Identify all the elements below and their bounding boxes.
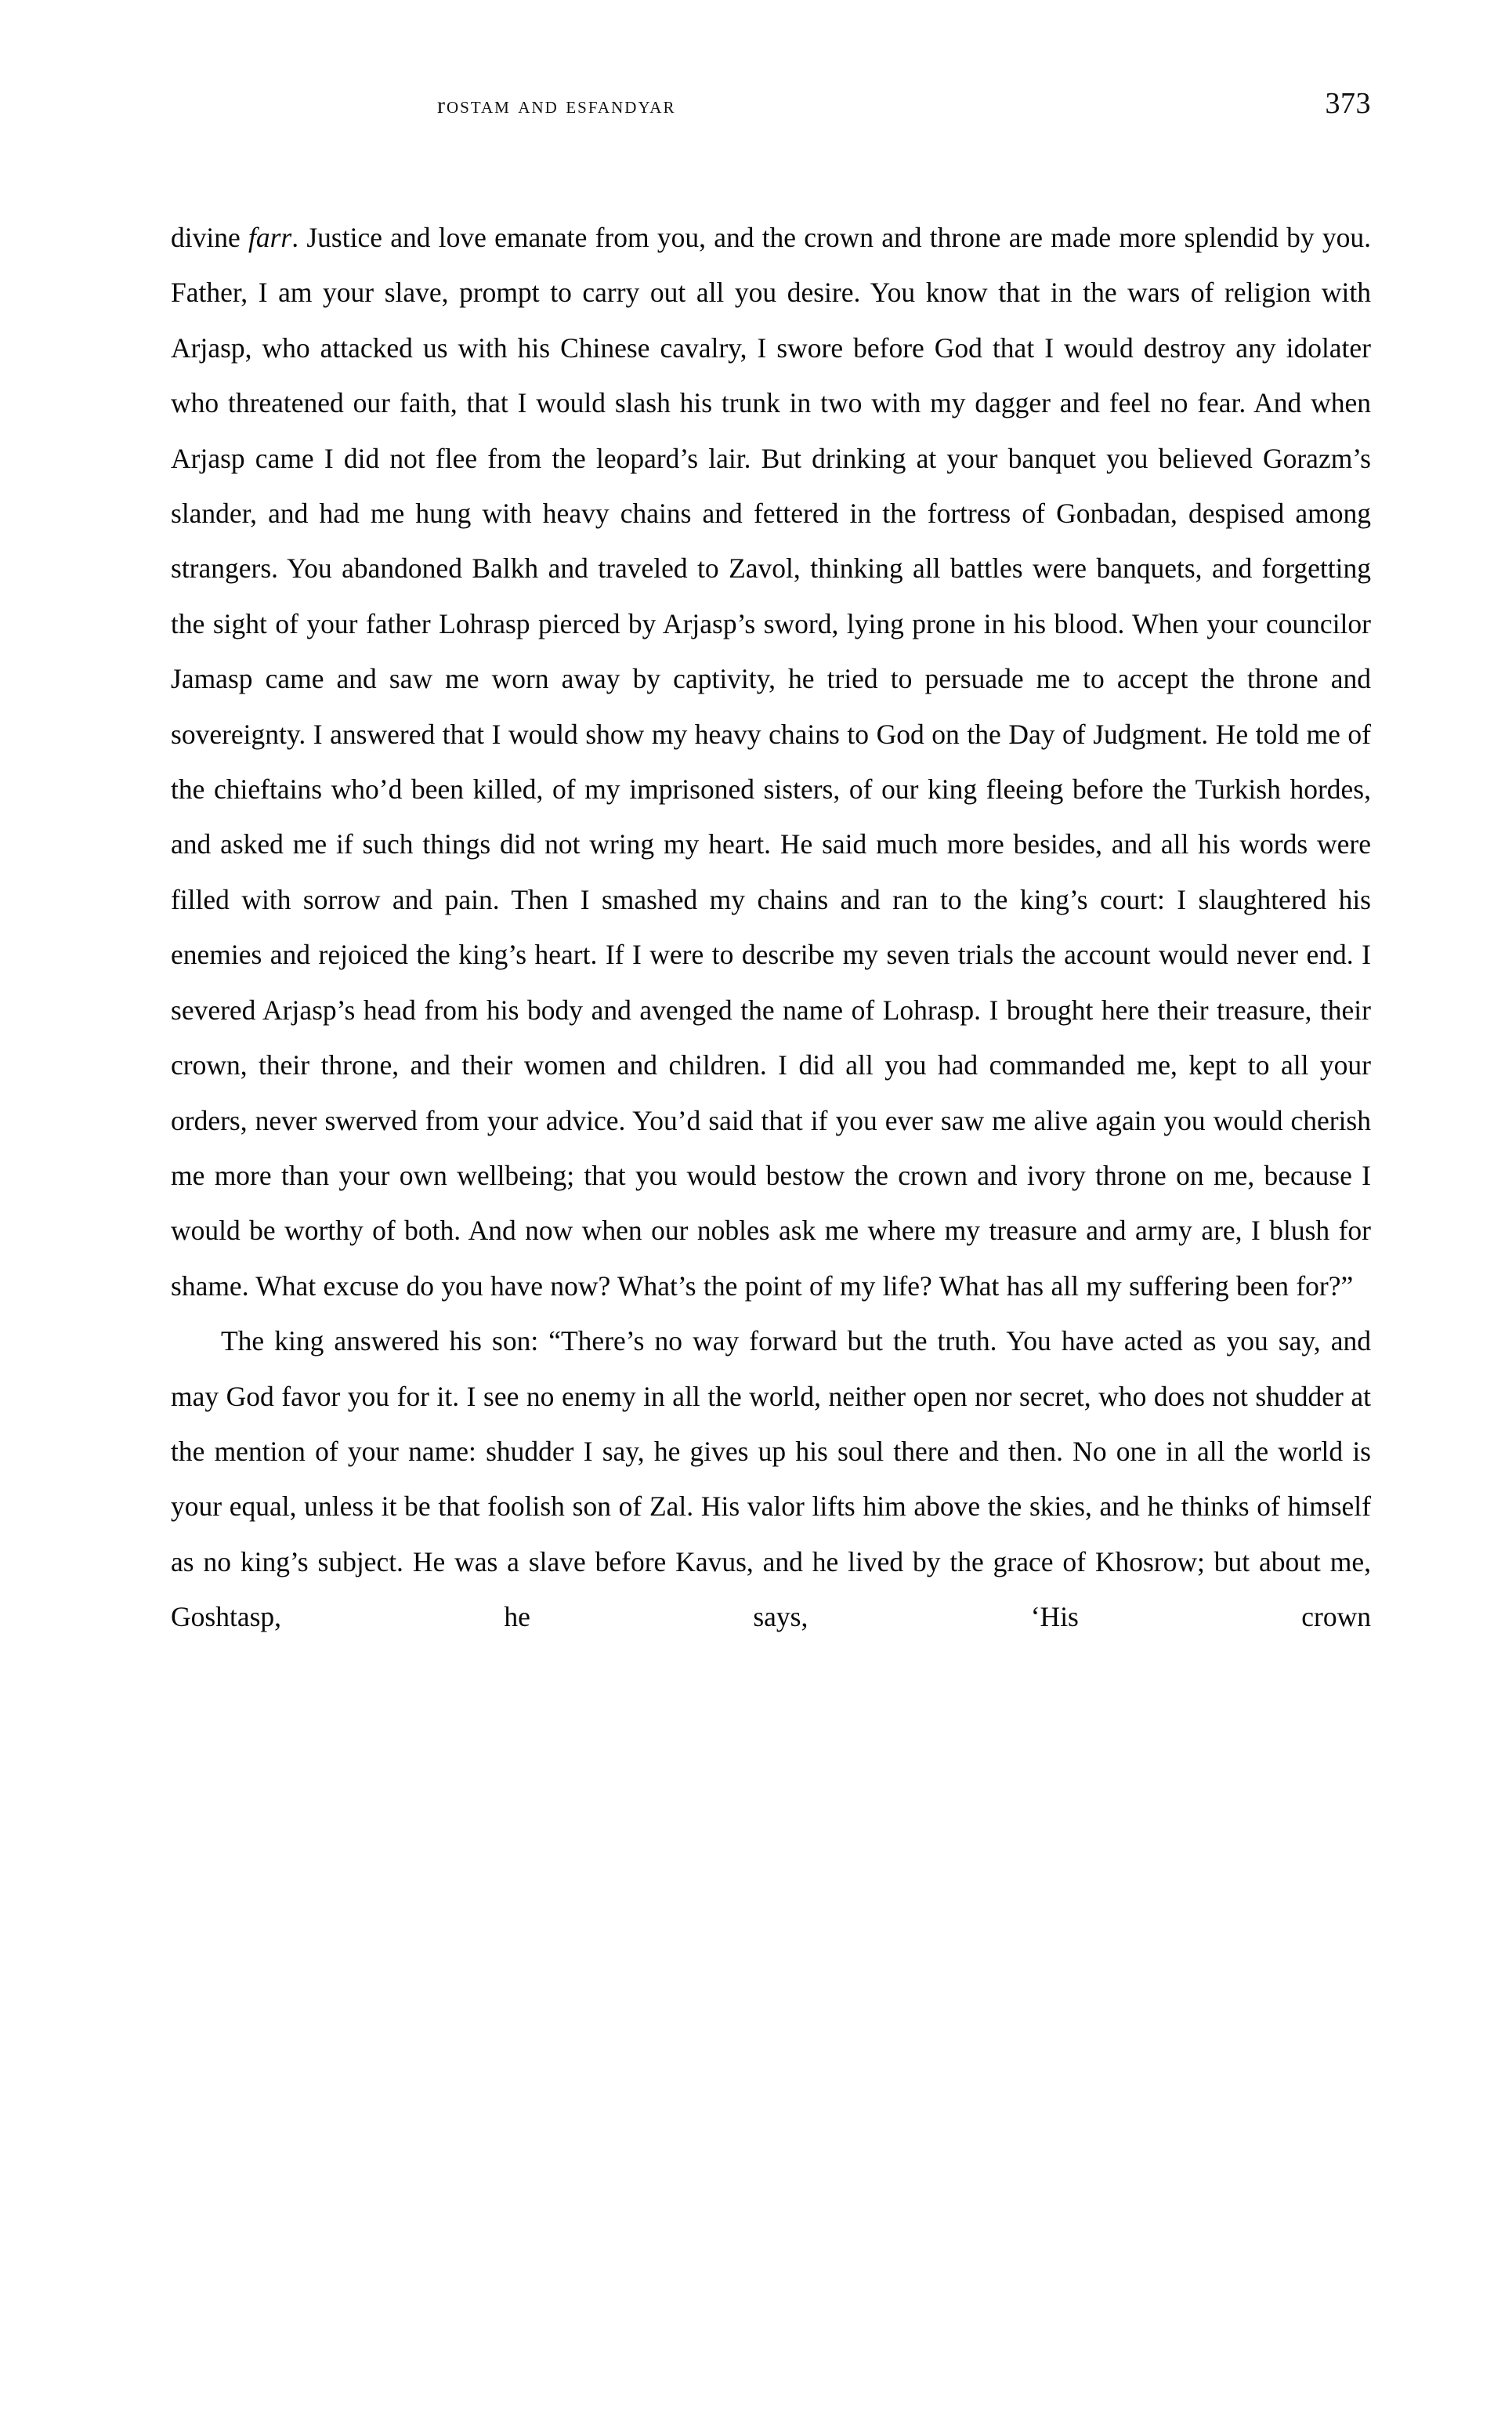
italic-term-farr: farr [248, 222, 292, 253]
paragraph-king-reply: The king answered his son: “There’s no way forward but the truth. You have acted as you say, and may God favor you for it. I see no enemy in all the world, neither open nor secret, who does not shudder at the mention of your name: shudder I say, he gives up his soul there and then. No one in all the world is your equal, unless it be that foolish son of Zal. His valor lifts him above the skies, and he thinks of himself as no king’s subject. He was a slave before Kavus, and he lived by the grace of Khosrow; but about me, Goshtasp, he says, ‘His crown [171, 1325, 1371, 1633]
paragraph-1-lead-text: divine [171, 222, 248, 253]
text-block [171, 210, 1371, 1700]
paragraph-esfandyar-speech [171, 210, 1371, 1313]
paragraph-1-rest-text: . Justice and love emanate from you, and the crown and throne are made more splendid by you. Father, I am your slave, prompt to carry out all you desire. You know that in the wars of religion with Arjasp, who attacked us with his Chinese cavalry, I swore before God that I would destroy any idolater who threatened our faith, that I would slash his trunk in two with my dagger and feel no fear. And when Arjasp came I did not flee from the leopard’s lair. But drinking at your banquet you believed Gorazm’s slander, and had me hung with heavy chains and fettered in the fortress of Gonbadan, despised among strangers. You abandoned Balkh and traveled to Zavol, thinking all battles were banquets, and forgetting the sight of your father Lohrasp pierced by Arjasp’s sword, lying prone in his blood. When your councilor Jamasp came and saw me worn away by captivity, he tried to persuade me to accept the throne and sovereignty. I answered that I would show my heavy chains to God on the Day of Judgment. He told me of the chieftains who’d been killed, of my imprisoned sisters, of our king fleeing before the Turkish hordes, and asked me if such things did not wring my heart. He said much more besides, and all his words were filled with sorrow and pain. Then I smashed my chains and ran to the king’s court: I slaughtered his enemies and rejoiced the king’s heart. If I were to describe my seven trials the account would never end. I severed Arjasp’s head from his body and avenged the name of Lohrasp. I brought here their treasure, their crown, their throne, and their women and children. I did all you had commanded me, kept to all your orders, never swerved from your advice. You’d said that if you ever saw me alive again you would cherish me more than your own wellbeing; that you would bestow the crown and ivory throne on me, because I would be worthy of both. And now when our nobles ask me where my treasure and army are, I blush for shame. What excuse do you have now? What’s the point of my life? What has all my suffering been for?” [171, 222, 1372, 1302]
running-head [171, 86, 1371, 122]
running-head-title: rostam and esfandyar [437, 92, 676, 118]
page-number: 373 [1325, 87, 1371, 120]
